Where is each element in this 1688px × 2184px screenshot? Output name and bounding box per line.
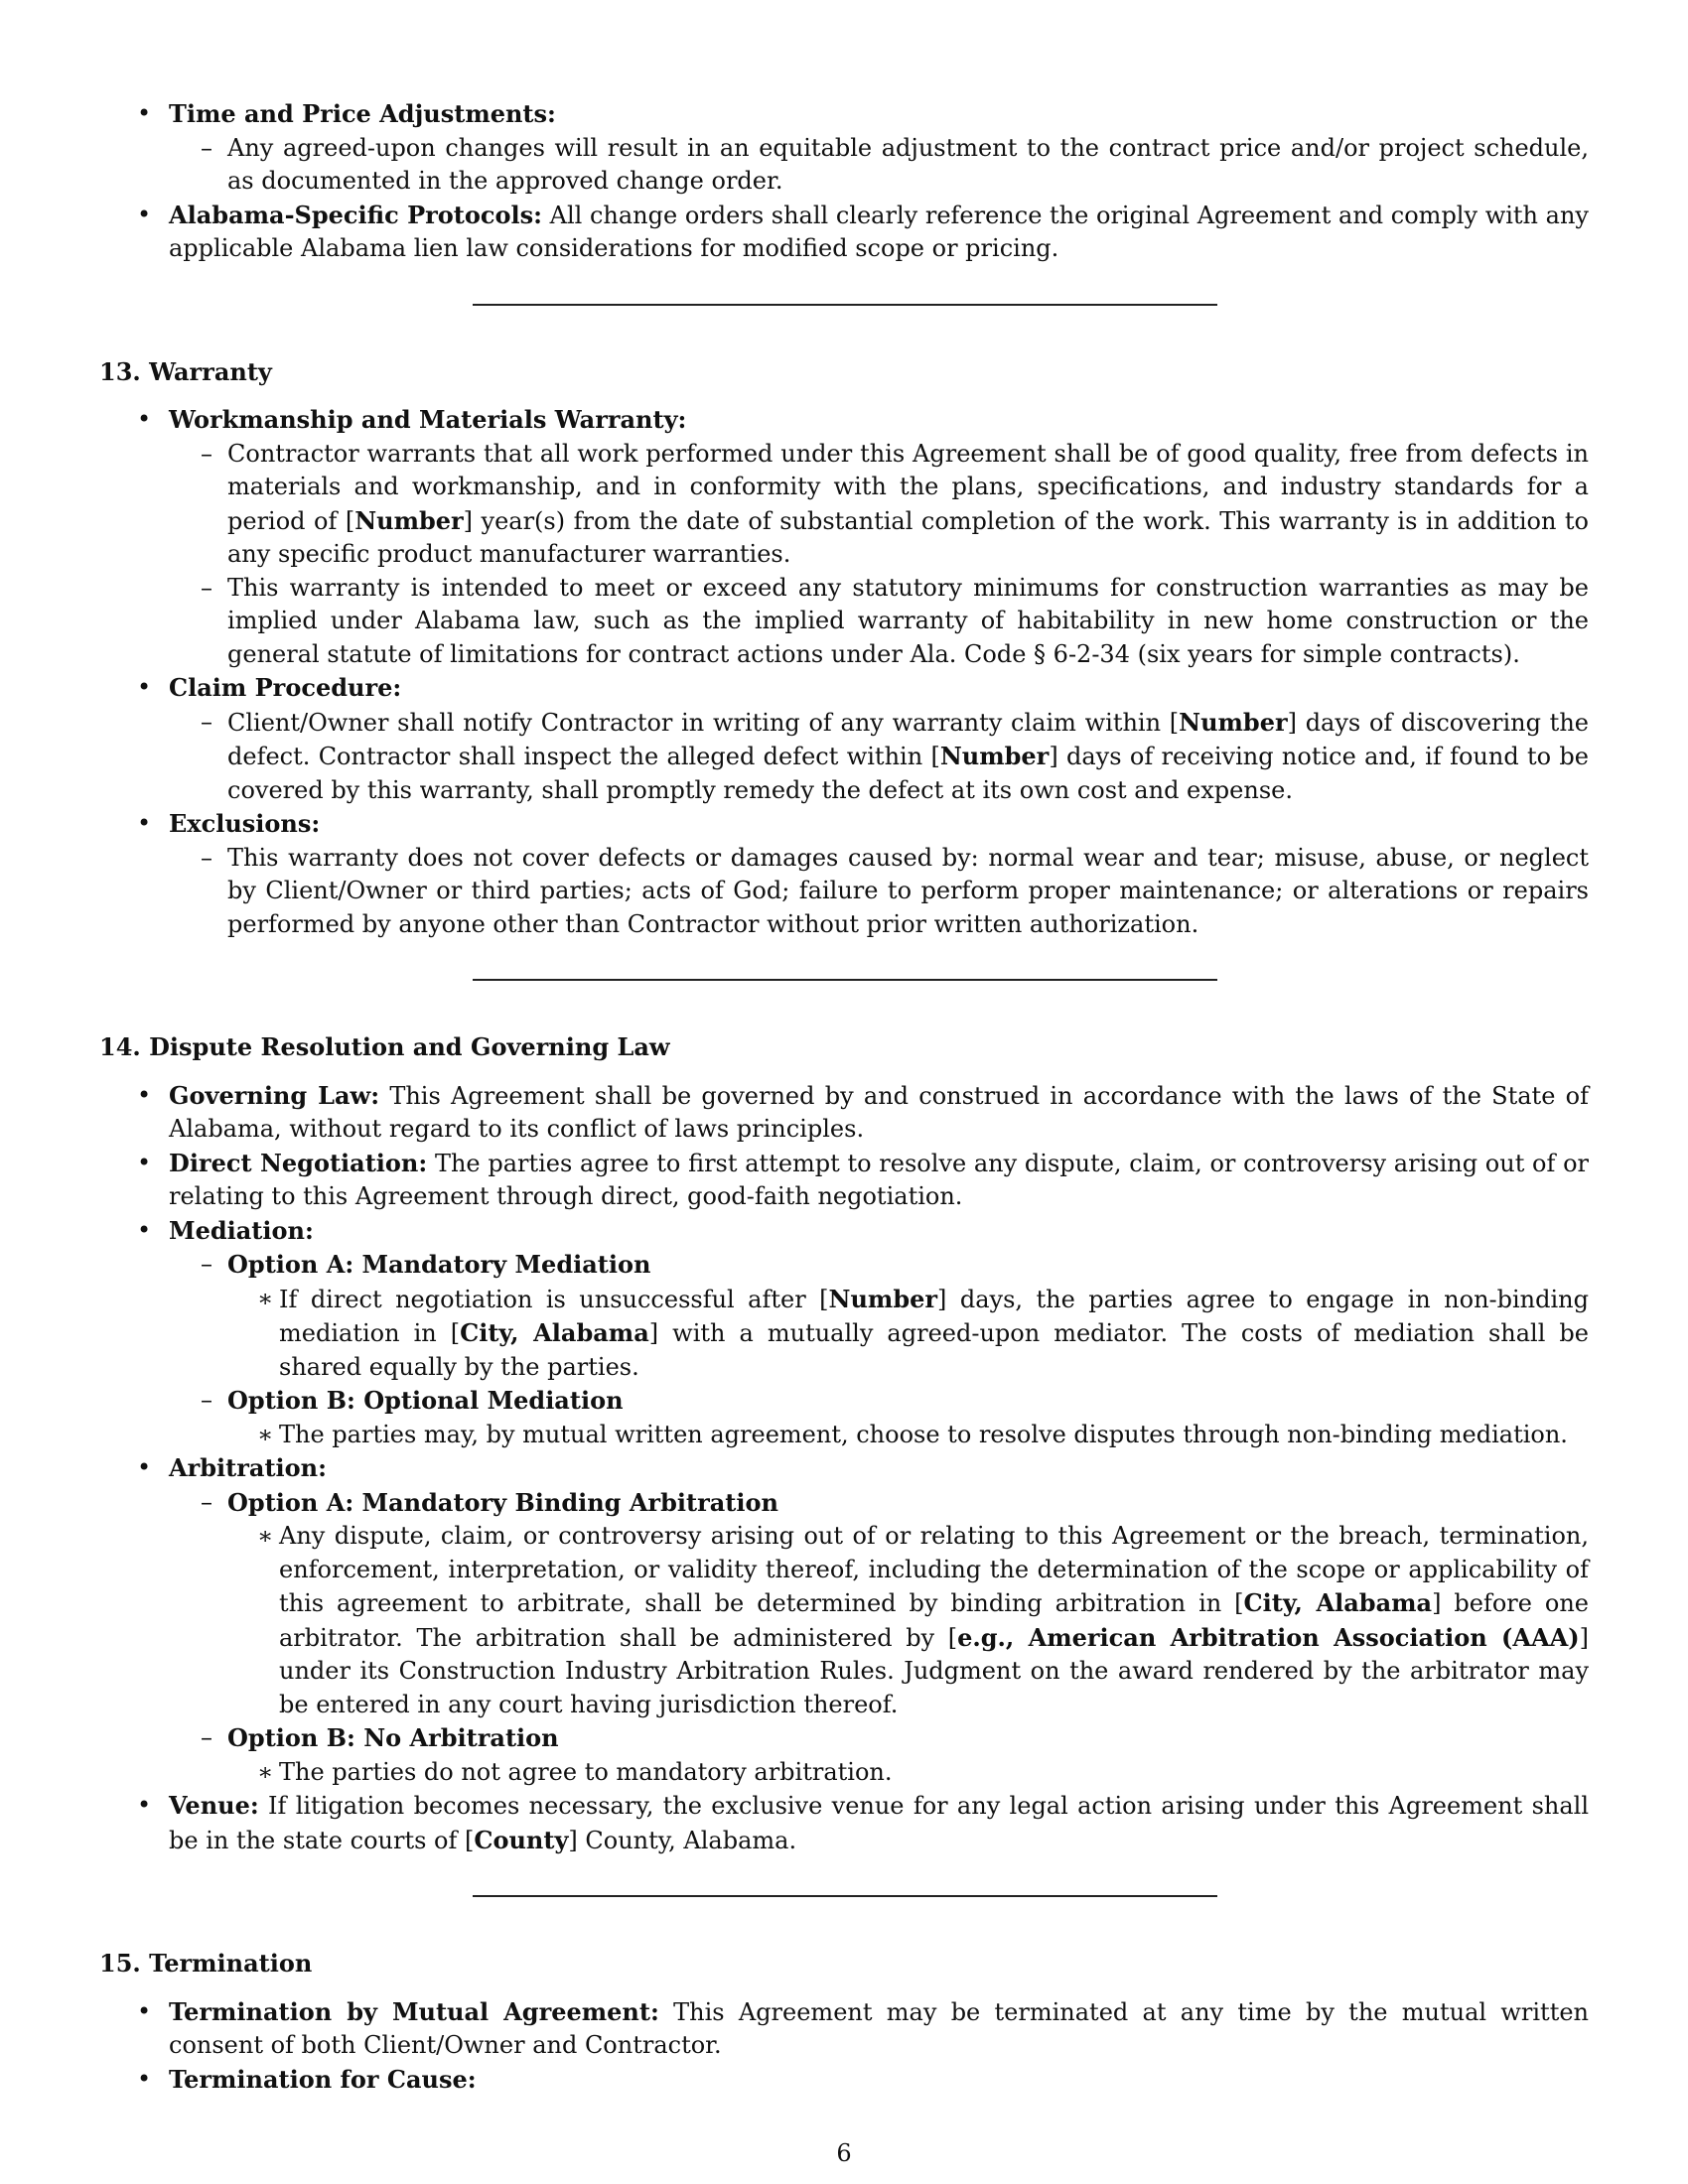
time-adjustments-label: Time and Price Adjustments:: [169, 99, 556, 128]
text-run: This warranty does not cover defects or damages caused by: normal wear and tear; misuse, abuse, or neglect by Client/Owner or third parties; acts of God; failure to perform proper maintenance; or alterations or repairs performed by anyone other than Contractor without prior written authorization.: [227, 843, 1589, 938]
list-item: [169, 572, 1589, 672]
exclusions-label: Exclusions:: [169, 809, 321, 838]
text-run: This Agreement shall be governed by and construed in accordance with the laws of the State of Alabama, without regard to its conflict of laws principles.: [169, 1081, 1589, 1143]
text-run: If litigation becomes necessary, the exclusive venue for any legal action arising under this Agreement shall be in the state courts of [: [169, 1792, 1589, 1854]
list-item: [227, 1520, 1589, 1721]
text-run: This warranty is intended to meet or exceed any statutory minimums for construction warranties as may be implied under Alabama law, such as the implied warranty of habitability in new home construction or the general statute of limitations for contract actions under Ala. Code § 6-2-34 (six years for simple contracts).: [227, 573, 1589, 668]
text-run: Contractor warrants that all work performed under this Agreement shall be of good quality, free from defects in materials and workmanship, and in conformity with the plans, specifications, and industry standards for a period of [: [227, 439, 1589, 535]
placeholder-city: City, Alabama: [1243, 1588, 1433, 1617]
text-run: ] with a mutually agreed-upon mediator. The costs of mediation shall be shared equally by the parties.: [279, 1319, 1589, 1381]
placeholder-number: Number: [1179, 707, 1288, 737]
placeholder-city: City, Alabama: [460, 1318, 649, 1347]
list-item: [169, 1384, 1589, 1451]
mediation-option-a-label: Option A: Mandatory Mediation: [227, 1250, 651, 1279]
list-item: [169, 842, 1589, 942]
section-14-heading: 14. Dispute Resolution and Governing Law: [99, 1032, 670, 1061]
placeholder-county: County: [474, 1825, 569, 1854]
direct-negotiation-label: Direct Negotiation:: [169, 1148, 428, 1177]
arbitration-option-b-label: Option B: No Arbitration: [227, 1723, 559, 1752]
list-item: [99, 1995, 1589, 2063]
list-item: [99, 199, 1589, 266]
text-run: ] year(s) from the date of substantial completion of the work. This warranty is in addition to any specific product manufacturer warranties.: [227, 506, 1589, 568]
section-12-list: [99, 97, 1589, 266]
list-item: [99, 2063, 1589, 2098]
list-item: [169, 1486, 1589, 1722]
page-number: 6: [836, 2139, 852, 2167]
list-item: [99, 1451, 1589, 1789]
list-item: [227, 1756, 1589, 1790]
text-run: ] days, the parties agree to engage in non-binding mediation in [: [279, 1285, 1589, 1347]
placeholder-number: Number: [939, 742, 1050, 770]
list-item: [99, 1789, 1589, 1857]
placeholder-number: Number: [354, 505, 464, 535]
text-run: ] under its Construction Industry Arbitration Rules. Judgment on the award rendered by the arbitrator may be entered in any court having jurisdiction thereof.: [279, 1623, 1589, 1718]
mediation-label: Mediation:: [169, 1215, 314, 1245]
list-item: [227, 1283, 1589, 1385]
section-15-heading: 15. Termination: [99, 1949, 313, 1978]
list-item: [99, 1147, 1589, 1214]
list-item: [99, 1079, 1589, 1147]
claim-procedure-label: Claim Procedure:: [169, 673, 402, 702]
governing-law-label: Governing Law:: [169, 1080, 380, 1110]
text-run: ] County, Alabama.: [568, 1826, 797, 1854]
document-page: [99, 97, 1589, 2097]
text-run: The parties do not agree to mandatory arbitration.: [279, 1757, 893, 1786]
list-item: [99, 671, 1589, 807]
section-13-list: [99, 403, 1589, 941]
section-divider: [473, 304, 1217, 306]
list-item: [99, 97, 1589, 199]
section-13-heading: 13. Warranty: [99, 356, 272, 386]
text-run: Any dispute, claim, or controversy arising out of or relating to this Agreement or the breach, termination, enforcement, interpretation, or validity thereof, including the determination of the scope or applicability of this agreement to arbitrate, shall be determined by binding arbitration in [: [279, 1522, 1589, 1617]
placeholder-number: Number: [828, 1284, 938, 1313]
list-item: [169, 706, 1589, 808]
workmanship-warranty-label: Workmanship and Materials Warranty:: [169, 405, 687, 434]
alabama-protocols-text: All change orders shall clearly reference the original Agreement and comply with any applicable Alabama lien law considerations for modified scope or pricing.: [169, 201, 1589, 262]
section-divider: [473, 1895, 1217, 1897]
list-item: [169, 1721, 1589, 1789]
alabama-protocols-label: Alabama-Specific Protocols:: [169, 200, 542, 229]
text-run: ] days of receiving notice and, if found to be covered by this warranty, shall promptly remedy the defect at its own cost and expense.: [227, 743, 1589, 804]
arbitration-option-a-label: Option A: Mandatory Binding Arbitration: [227, 1487, 778, 1517]
arbitration-label: Arbitration:: [169, 1453, 327, 1482]
text-run: The parties may, by mutual written agreement, choose to resolve disputes through non-binding mediation.: [279, 1420, 1568, 1448]
time-adjustments-text: Any agreed-upon changes will result in an equitable adjustment to the contract price and/or project schedule, as documented in the approved change order.: [227, 133, 1589, 195]
text-run: If direct negotiation is unsuccessful after [: [279, 1285, 829, 1313]
text-run: ] days of discovering the defect. Contractor shall inspect the alleged defect within [: [227, 708, 1589, 770]
section-divider: [473, 979, 1217, 981]
text-run: ] before one arbitrator. The arbitration shall be administered by [: [279, 1589, 1589, 1652]
placeholder-administrator: e.g., American Arbitration Association (AAA): [957, 1622, 1580, 1652]
text-run: This Agreement may be terminated at any time by the mutual written consent of both Client/Owner and Contractor.: [169, 1997, 1589, 2059]
text-run: Client/Owner shall notify Contractor in writing of any warranty claim within [: [227, 708, 1180, 737]
venue-label: Venue:: [169, 1791, 259, 1820]
mediation-option-b-label: Option B: Optional Mediation: [227, 1386, 624, 1415]
section-14-list: [99, 1079, 1589, 1858]
text-run: The parties agree to first attempt to resolve any dispute, claim, or controversy arising out of or relating to this Agreement through direct, good-faith negotiation.: [169, 1149, 1590, 1210]
list-item: [169, 438, 1589, 572]
section-15-list: [99, 1995, 1589, 2098]
list-item: [169, 1248, 1589, 1384]
list-item: [227, 1419, 1589, 1452]
mutual-termination-label: Termination by Mutual Agreement:: [169, 1996, 659, 2026]
list-item: [99, 403, 1589, 671]
list-item: [169, 132, 1589, 199]
termination-for-cause-label: Termination for Cause:: [169, 2064, 477, 2094]
list-item: [99, 807, 1589, 941]
list-item: [99, 1214, 1589, 1452]
